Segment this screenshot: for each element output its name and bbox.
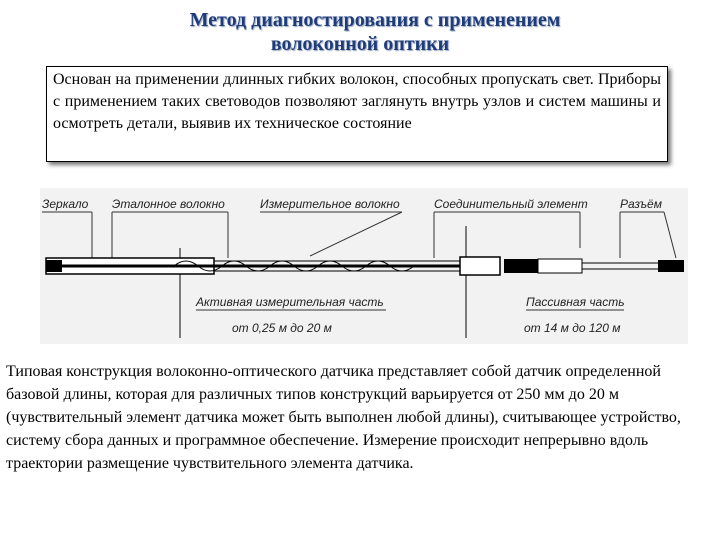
page-title-line-1: Метод диагностирования с применением	[189, 9, 561, 31]
page-title	[0, 8, 720, 56]
label-active-part: Активная измерительная часть	[196, 295, 384, 309]
page-title-line-2: волоконной оптики	[270, 33, 450, 55]
connecting-element-right	[538, 259, 582, 273]
intro-text-box: Основан на применении длинных гибких волокон, способных пропускать свет. Приборы с применением таких световодов позволяют заглянуть внутрь узлов и систем машины и осмотреть детали, выявив их техническое состояние	[46, 66, 668, 162]
mirror-block	[46, 260, 62, 272]
connecting-element-block	[504, 259, 538, 273]
fiber-sensor-diagram	[40, 186, 688, 346]
description-paragraph: Типовая конструкция волоконно-оптического датчика представляет собой датчик определенной базовой длины, которая для различных типов конструкций варьируется от 250 мм до 20 м (чувствительный элемент датчика может быть выполнен любой длины), считывающее устройство, систему сбора данных и программное обеспечение. Измерение происходит непрерывно вдоль траектории размещение чувствительного элемента датчика.	[6, 363, 681, 472]
label-active-range: от 0,25 м до 20 м	[232, 321, 332, 335]
label-reference-fiber: Эталонное волокно	[112, 197, 225, 211]
label-connecting-element: Соединительный элемент	[434, 197, 588, 211]
connecting-element-left	[460, 257, 500, 275]
label-measuring-fiber: Измерительное волокно	[260, 197, 400, 211]
connector-plug	[658, 260, 684, 272]
fiber-sensor-svg	[40, 186, 688, 346]
label-connector: Разъём	[620, 197, 662, 211]
label-passive-range: от 14 м до 120 м	[524, 321, 621, 335]
label-passive-part: Пассивная часть	[526, 295, 625, 309]
label-mirror: Зеркало	[42, 197, 89, 211]
